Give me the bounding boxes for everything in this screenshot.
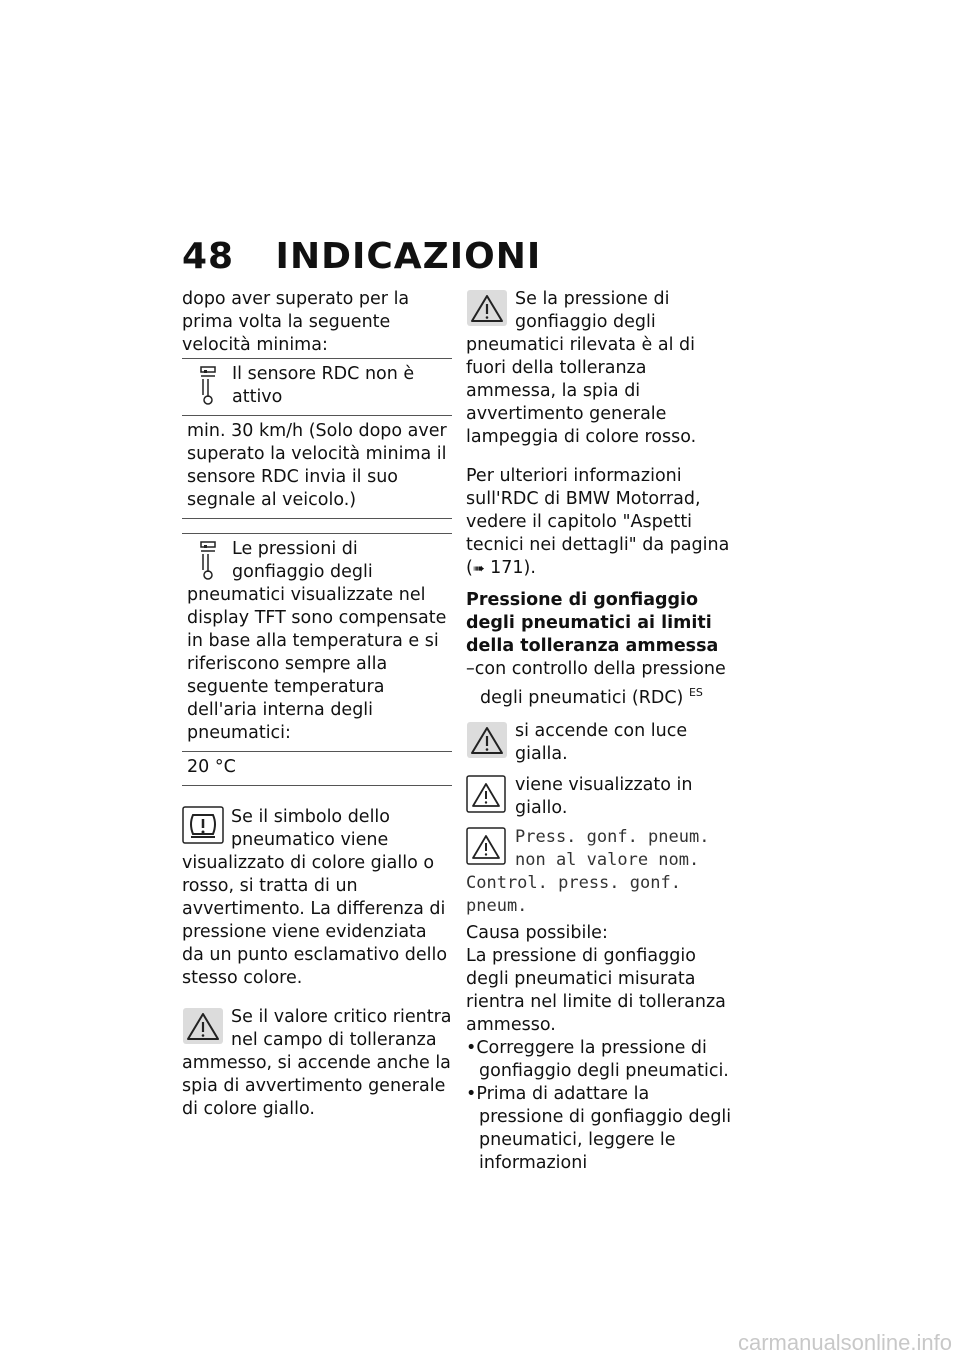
warning-triangle-icon xyxy=(466,288,512,334)
bullet-list-item: •Prima di adattare la pressione di gonfiaggio degli pneumatici, leggere le informazioni xyxy=(466,1083,732,1173)
table-cell-text: Le pressioni di gonfiaggio degli pneumatici visualizzate nel display TFT sono compensate in base alla temperatura e si riferiscono sempre alla seguente temperatura dell'aria interna degli pneumatici: xyxy=(187,539,447,743)
tire-symbol-paragraph xyxy=(182,806,452,990)
display-warning-line xyxy=(466,774,736,820)
pressure-out-of-range-paragraph xyxy=(466,288,736,449)
left-column xyxy=(182,288,452,1121)
display-message-text: Press. gonf. pneum. non al valore nom. Control. press. gonf. pneum. xyxy=(466,826,710,916)
sensor-icon xyxy=(187,363,229,409)
table-row xyxy=(182,752,452,786)
sensor-icon xyxy=(187,538,229,584)
market-superscript: ES xyxy=(688,686,703,699)
rdc-speed-table xyxy=(182,358,452,519)
paragraph-text: Se la pressione di gonfiaggio degli pneumatici rilevata è al di fuori della tolleranza ammessa, la spia di avvertimento generale lampeggia di colore rosso. xyxy=(466,289,697,447)
page-title: INDICAZIONI xyxy=(275,236,542,277)
watermark: carmanualsonline.info xyxy=(737,1330,952,1355)
page-reference-link[interactable]: 171). xyxy=(490,558,536,578)
more-info-paragraph xyxy=(466,465,736,581)
intro-text: dopo aver superato per la prima volta la seguente velocità minima: xyxy=(182,289,410,355)
paragraph-text: viene visualizzato in giallo. xyxy=(515,774,693,818)
temperature-table xyxy=(182,533,452,786)
page-reference-arrow-icon: ➠ xyxy=(472,561,485,577)
critical-value-paragraph xyxy=(182,1006,452,1121)
dash-list-item: –con controllo della pressione degli pneumatici (RDC) $^{ES}$ xyxy=(466,659,726,708)
paragraph-text: Se il simbolo dello pneumatico viene visualizzato di colore giallo o rosso, si tratta di un avvertimento. La differenza di pressione viene evidenziata da un punto esclamativo dello stesso colore. xyxy=(182,807,448,988)
page-number: 48 xyxy=(182,236,235,277)
paragraph-text: si accende con luce gialla. xyxy=(515,720,688,764)
warning-triangle-icon xyxy=(466,720,512,766)
cause-text: La pressione di gonfiaggio degli pneumatici misurata rientra nel limite di tolleranza ammesso. xyxy=(466,945,726,1035)
table-row xyxy=(182,534,452,752)
right-column xyxy=(466,288,736,1175)
display-message-block xyxy=(466,826,736,918)
table-cell-text: Il sensore RDC non è attivo xyxy=(232,364,415,407)
bullet-list-item: •Correggere la pressione di gonfiaggio degli pneumatici. xyxy=(466,1037,729,1081)
tire-pressure-warning-icon xyxy=(182,806,228,852)
warning-triangle-outline-icon xyxy=(466,774,512,820)
paragraph-text: Per ulteriori informazioni sull'RDC di BMW Motorrad, vedere il capitolo "Aspetti tecnici nei dettagli" da pagina ( xyxy=(466,466,730,578)
page-header xyxy=(182,236,541,277)
section-heading: Pressione di gonfiaggio degli pneumatici ai limiti della tolleranza ammessa xyxy=(466,590,719,656)
warning-triangle-icon xyxy=(182,1006,228,1052)
paragraph-text: Se il valore critico rientra nel campo di tolleranza ammesso, si accende anche la spia di avvertimento generale di colore giallo. xyxy=(182,1007,452,1119)
cause-label: Causa possibile: xyxy=(466,922,608,943)
warning-triangle-outline-icon xyxy=(466,826,512,872)
general-warning-line xyxy=(466,720,736,766)
table-row xyxy=(182,416,452,519)
table-cell-text: min. 30 km/h (Solo dopo aver superato la velocità minima il sensore RDC invia il suo segnale al veicolo.) xyxy=(187,421,447,510)
table-cell-text: 20 °C xyxy=(187,757,236,777)
table-row xyxy=(182,359,452,416)
